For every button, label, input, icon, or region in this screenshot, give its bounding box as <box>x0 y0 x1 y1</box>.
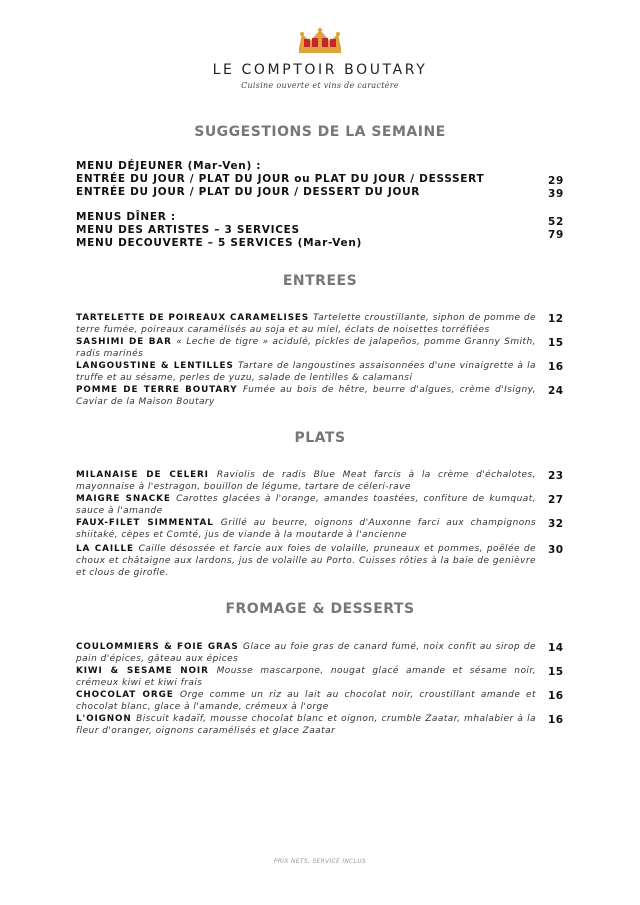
menu-item <box>76 360 536 384</box>
menu-item <box>76 543 536 579</box>
menu-item-description: Raviolis de radis Blue Meat farcis à la crème d'échalotes, mayonnaise à l'estragon, bouillon de légume, tartare de céleri-rave <box>76 470 536 492</box>
dinner-menu-line: MENU DES ARTISTES – 3 SERVICES <box>76 224 300 236</box>
menu-item-description: « Leche de tigre » acidulé, pickles de jalapeños, pomme Granny Smith, radis marinés <box>76 337 536 359</box>
menu-item-name: COULOMMIERS & FOIE GRAS <box>76 642 244 652</box>
section-title-suggestions: SUGGESTIONS DE LA SEMAINE <box>194 124 446 140</box>
menu-item-description: Orge comme un riz au lait au chocolat noir, croustillant amande et chocolat blanc, glace à l'amande, crémeux à l'orge <box>76 690 537 712</box>
lunch-menu-line: ENTRÉE DU JOUR / PLAT DU JOUR / DESSERT DU JOUR <box>76 186 421 198</box>
menu-item <box>76 713 536 737</box>
menu-item <box>76 641 536 665</box>
menu-item-price: 23 <box>548 470 564 482</box>
menu-item <box>76 665 536 689</box>
menu-item-description: Biscuit kadaïf, mousse chocolat blanc et oignon, crumble Zaatar, mhalabier à la fleur d'oranger, oignons caramélisés et glace Zaatar <box>76 714 537 736</box>
menu-item-price: 24 <box>548 385 564 397</box>
menu-item-description: Tartelette croustillante, siphon de pomme de terre fumée, poireaux caramélisés au soja et au miel, éclats de noisettes torréfiées <box>76 313 537 335</box>
crown-logo-icon <box>296 27 344 55</box>
dinner-menu-heading: MENUS DÎNER : <box>76 211 176 223</box>
menu-item <box>76 517 536 541</box>
dinner-menu-prices <box>548 216 564 242</box>
menu-item-name: KIWI & SESAME NOIR <box>76 666 217 676</box>
menu-item-name: MAIGRE SNACKE <box>76 494 177 504</box>
menu-item-name: LA CAILLE <box>76 544 139 554</box>
menu-item <box>76 336 536 360</box>
menu-item-description: Tartare de langoustines assaisonnées d'une vinaigrette à la truffe et au sésame, perles de yuzu, salade de lentilles & calamansi <box>76 361 536 383</box>
dinner-menu-block <box>76 211 564 251</box>
dinner-menu-line: MENU DECOUVERTE – 5 SERVICES (Mar-Ven) <box>76 237 363 249</box>
lunch-menu-prices <box>548 175 564 201</box>
menu-item-price: 16 <box>548 690 564 702</box>
menu-item <box>76 312 536 336</box>
menu-item-description: Glace au foie gras de canard fumé, noix confit au sirop de pain d'épices, gâteau aux épices <box>76 642 536 664</box>
section-title-plats: PLATS <box>294 430 346 446</box>
menu-price: 52 <box>547 216 564 228</box>
menu-price: 29 <box>547 175 564 187</box>
brand-name: LE COMPTOIR BOUTARY <box>212 62 428 78</box>
menu-item <box>76 493 536 517</box>
menu-item-name: MILANAISE DE CELERI <box>76 470 217 480</box>
section-title-entrees: ENTREES <box>282 273 358 289</box>
menu-item-price: 16 <box>548 714 564 726</box>
menu-item-price: 15 <box>548 337 564 349</box>
lunch-menu-line: ENTRÉE DU JOUR / PLAT DU JOUR ou PLAT DU JOUR / DESSSERT <box>76 173 485 185</box>
menu-item-description: Grillé au beurre, oignons d'Auxonne farci aux champignons shiitaké, cèpes et Comté, jus de viande à la moutarde à l'ancienne <box>76 518 536 540</box>
menu-item-name: FAUX-FILET SIMMENTAL <box>76 518 221 528</box>
menu-item-price: 32 <box>548 518 564 530</box>
menu-item-description: Caille désossée et farcie aux foies de volaille, pruneaux et pommes, poêlée de choux et châtaigne aux lardons, jus de volaille au Porto. Cuisses rôties à la baie de genièvre et clous de girofle. <box>76 544 537 578</box>
brand-tagline: Cuisine ouverte et vins de caractère <box>241 81 399 90</box>
menu-item <box>76 384 536 408</box>
menu-item-name: CHOCOLAT ORGE <box>76 690 181 700</box>
lunch-menu-heading: MENU DÉJEUNER (Mar-Ven) : <box>76 160 262 172</box>
menu-item-description: Carottes glacées à l'orange, amandes toastées, confiture de kumquat, sauce à l'amande <box>76 494 536 516</box>
lunch-menu-block <box>76 160 564 200</box>
menu-item-name: LANGOUSTINE & LENTILLES <box>76 361 239 371</box>
menu-item-name: L'OIGNON <box>76 714 137 724</box>
section-title-desserts: FROMAGE & DESSERTS <box>225 601 415 617</box>
menu-item-price: 14 <box>548 642 564 654</box>
menu-item <box>76 689 536 713</box>
menu-item-price: 30 <box>548 544 564 556</box>
menu-item-description: Mousse mascarpone, nougat glacé amande et sésame noir, crémeux kiwi et kiwi frais <box>76 666 536 688</box>
menu-item-name: SASHIMI DE BAR <box>76 337 177 347</box>
menu-price: 79 <box>547 229 564 241</box>
menu-item-price: 16 <box>548 361 564 373</box>
menu-item-name: TARTELETTE DE POIREAUX CARAMELISES <box>76 313 314 323</box>
menu-item-price: 27 <box>548 494 564 506</box>
menu-item-description: Fumée au bois de hêtre, beurre d'algues, crème d'Isigny, Caviar de la Maison Boutary <box>76 385 537 407</box>
menu-item-price: 15 <box>548 666 564 678</box>
menu-item-price: 12 <box>548 313 564 325</box>
menu-item <box>76 469 536 493</box>
menu-item-name: POMME DE TERRE BOUTARY <box>76 385 243 395</box>
footer-note: PRIX NETS, SERVICE INCLUS <box>273 858 367 865</box>
menu-price: 39 <box>547 188 564 200</box>
